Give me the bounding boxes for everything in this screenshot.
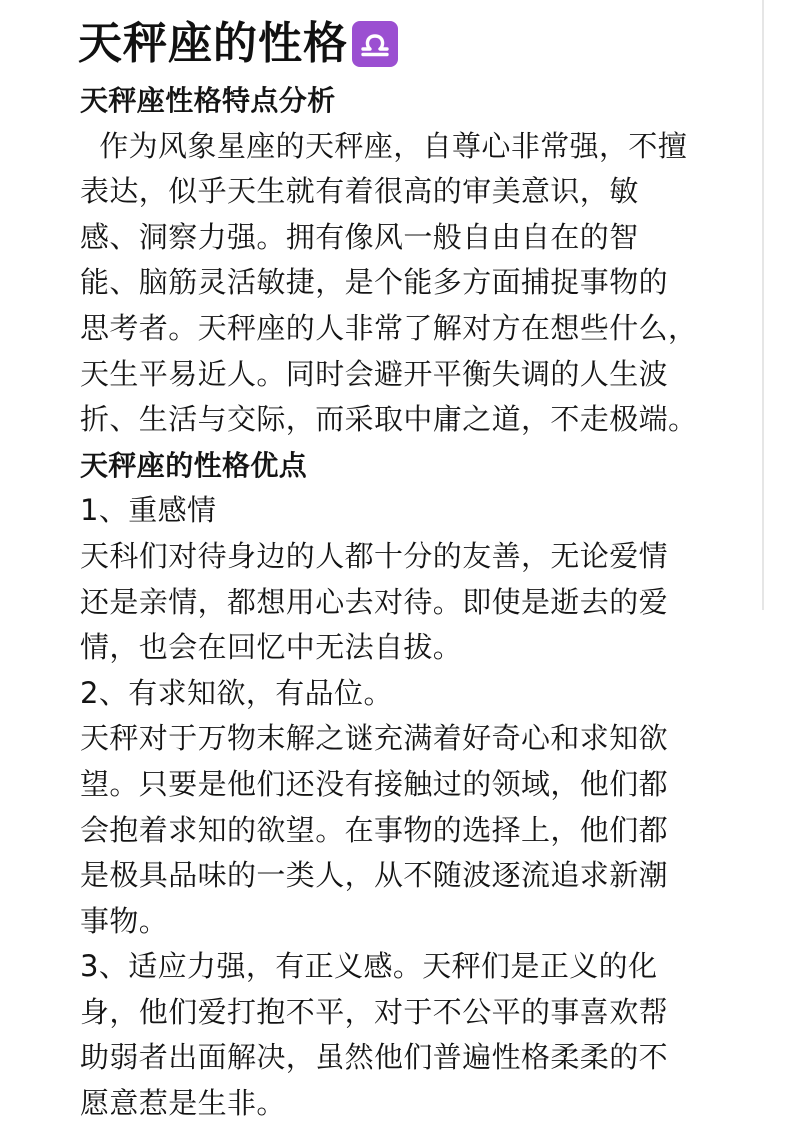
text-line: 3、适应力强，有正义感。天秤们是正义的化 [80,949,658,984]
text-line: 感、洞察力强。拥有像风一般自由自在的智 [80,219,639,254]
text-line: 作为风象星座的天秤座，自尊心非常强，不擅 [80,128,688,163]
text-line: 2、有求知欲，有品位。 [80,675,393,710]
text-line: 会抱着求知的欲望。在事物的选择上，他们都 [80,812,669,847]
edge-divider [762,0,764,610]
article-body [80,78,760,1127]
text-line: 还是亲情，都想用心去对待。即使是逝去的爱 [80,584,669,619]
text-line: 1、重感情 [80,493,217,528]
text-line: 思考者。天秤座的人非常了解对方在想些什么， [80,310,698,345]
text-line: 表达，似乎天生就有着很高的审美意识，敏 [80,174,639,209]
text-line: 天秤对于万物末解之谜充满着好奇心和求知欲 [80,721,669,756]
page-title: 天秤座的性格 [78,18,348,69]
text-line: 愿意惹是生非。 [80,1086,286,1121]
text-line: 情，也会在回忆中无法自拔。 [80,630,463,665]
text-line: 天生平易近人。同时会避开平衡失调的人生波 [80,356,669,391]
text-line: 助弱者出面解决，虽然他们普遍性格柔柔的不 [80,1040,669,1075]
text-line: 事物。 [80,903,169,938]
title-row [78,12,398,76]
section-heading: 天秤座性格特点分析 [80,84,336,117]
text-line: 身，他们爱打抱不平，对于不公平的事喜欢帮 [80,994,669,1029]
text-line: 折、生活与交际，而采取中庸之道，不走极端。 [80,402,698,437]
text-line: 能、脑筋灵活敏捷，是个能多方面捕捉事物的 [80,265,669,300]
section-heading: 天秤座的性格优点 [80,448,308,482]
text-line: 天科们对待身边的人都十分的友善，无论爱情 [80,538,669,573]
text-line: 望。只要是他们还没有接触过的领域，他们都 [80,766,669,801]
libra-zodiac-icon [352,21,398,67]
text-line: 是极具品味的一类人，从不随波逐流追求新潮 [80,858,669,893]
